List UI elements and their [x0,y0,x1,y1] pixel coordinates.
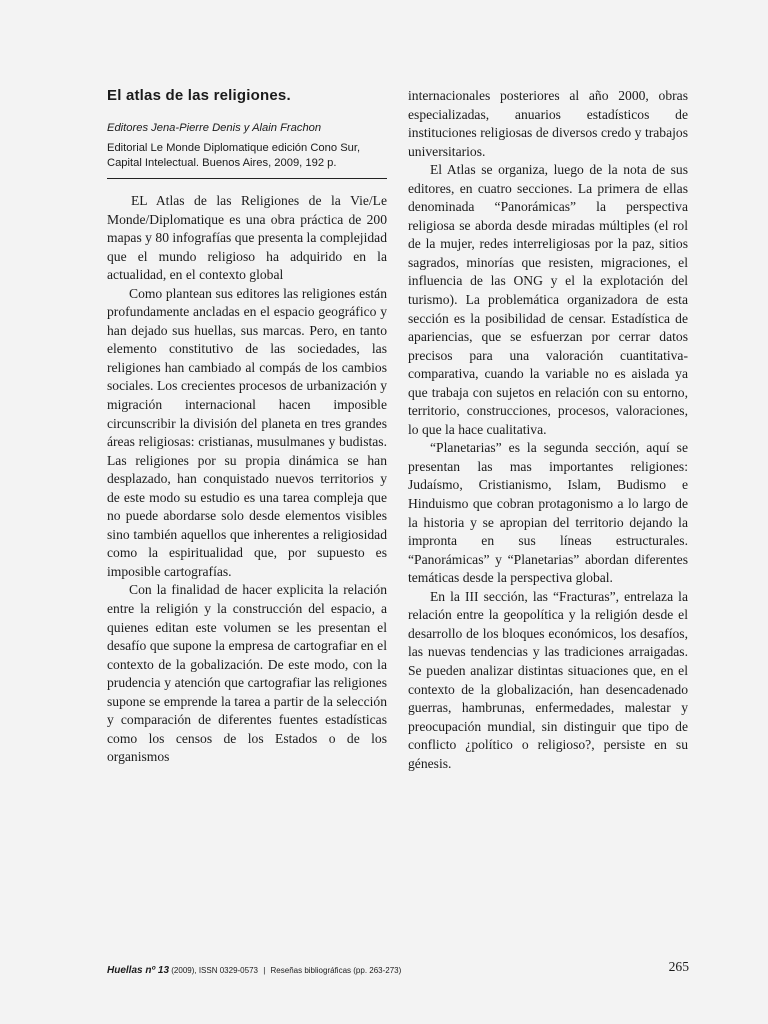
review-editors: Editores Jena-Pierre Denis y Alain Frachon [107,122,322,134]
right-paragraph-4: En la III sección, las “Fracturas”, entrelaza la relación entre la geopolítica y la religión desde el desarrollo de los bloques económicos, los desafíos, las nuevas tendencias y las tradiciones arraigadas. Se pueden analizar distintas situaciones que, en el contexto de la globalización, han desencadenado guerras, hambrunas, enfermedades, malestar y preocupación mundial, sin distinguir que tipo de conflicto ¿político o religioso?, persiste en su génesis. [408,588,688,771]
right-paragraph-2: El Atlas se organiza, luego de la nota de sus editores, en cuatro secciones. La primera de ellas denominada “Panorámicas” la perspectiva religiosa se aborda desde miradas múltiples (el rol de la mujer, redes interreligiosas por la paz, sitios sagrados, minorías que resisten, migraciones, el influencia de las ONG y el la explotación del turismo). La problemática organizadora de esta sección es la posibilidad de censar. Estadística de apariencias, que se esfuerzan por cerrar datos precisos para una valoración cuantitativa-comparativa, cuando la variable no es aislada ya que trabaja con sujetos en relación con su entorno, territorio, construcciones, procesos, valoraciones, lo que la hace cualitativa. [408,162,688,437]
header-divider [107,178,387,179]
footer-journal: Huellas nº 13 [107,965,170,976]
right-paragraph-1: internacionales posteriores al año 2000, obras especializadas, anuarios estadísticos de instituciones religiosas de diversos credo y trabajos universitarios. [408,88,688,159]
right-column [408,87,688,773]
left-column [107,87,387,767]
footer-issue: (2009), ISSN 0329-0573 [171,966,258,975]
page-number: 265 [668,959,689,974]
page-footer [107,959,689,977]
review-title: El atlas de las religiones. [107,87,291,104]
footer-separator: | [263,966,266,975]
review-publisher: Editorial Le Monde Diplomatique edición Cono Sur, Capital Intelectual. Buenos Aires, 2009, 192 p. [107,142,361,169]
right-paragraph-3: “Planetarias” es la segunda sección, aquí se presentan las mas importantes religiones: Judaísmo, Cristianismo, Islam, Budismo e Hinduismo que cobran protagonismo a lo largo de la historia y se apropian del territorio dejando la impronta en sus líneas estructurales. “Panorámicas” y “Planetarias” abordan diferentes temáticas desde la perspectiva global. [408,440,688,586]
footer-pages: (pp. 263-273) [353,966,402,975]
footer-section: Reseñas bibliográficas [270,966,352,975]
left-paragraph-2: Como plantean sus editores las religiones están profundamente ancladas en el espacio geográfico y han dejado sus huellas, sus marcas. Pero, en tanto elemento constitutivo de las sociedades, las religiones han cambiado al compás de los cambios sociales. Los crecientes procesos de urbanización y migración internacional hacen imposible circunscribir la división del planeta en tres grandes áreas religiosas: cristianas, musulmanes y budistas. Las religiones por su propia dinámica se han desplazado, han conquistado nuevos territorios y de este modo su estudio es una tarea compleja que no puede abordarse solo desde elementos visibles sino también aquellos que inherentes a religiosidad como la espiritualidad que, por supuesto es imposible cartografías. [107,285,387,579]
left-paragraph-1: EL Atlas de las Religiones de la Vie/Le Monde/Diplomatique es una obra práctica de 200 mapas y 80 infografías que presenta la complejidad que el mundo religioso ha adquirido en la actualidad, en el contexto global [107,193,387,283]
left-paragraph-3: Con la finalidad de hacer explicita la relación entre la religión y la construcción del espacio, a quienes editan este volumen se les presentan el desafío que supone la empresa de cartografiar en el contexto de la gobalización. De este modo, con la prudencia y atención que cartografiar las religiones supone se emprende la tarea a partir de la selección y comparación de diferentes fuentes estadísticas como los censos de los Estados o de los organismos [107,582,387,765]
